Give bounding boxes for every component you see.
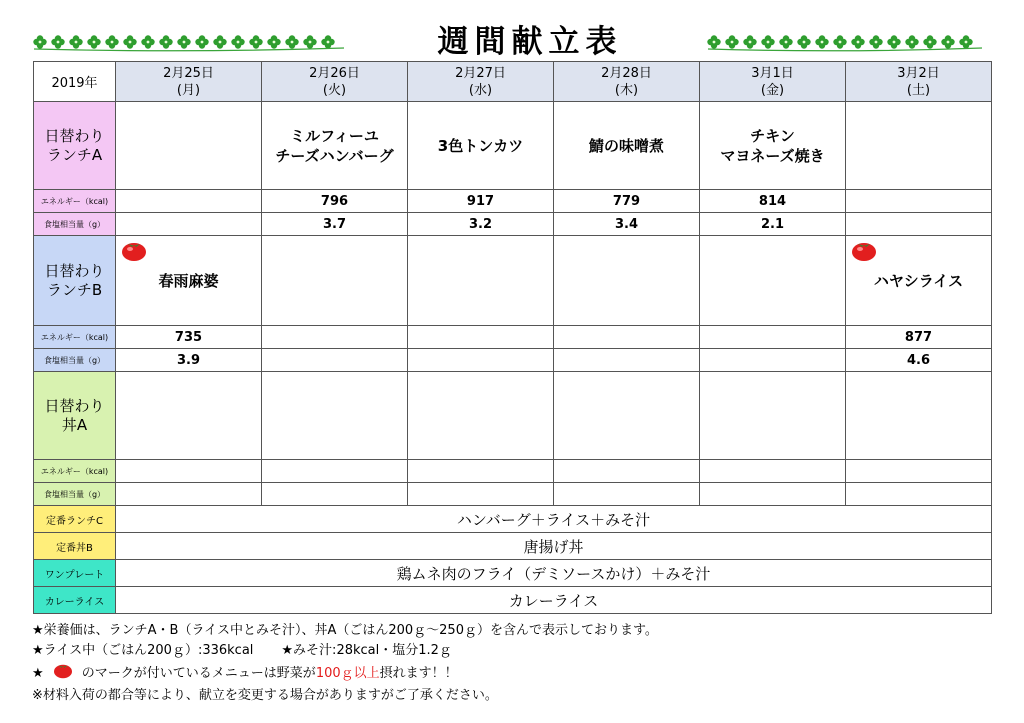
lunch-b-energy-row	[34, 326, 992, 349]
note-rice: ★ライス中（ごはん200ｇ）:336kcal	[32, 643, 254, 658]
clover-icon	[87, 35, 100, 48]
don-a-dish-row	[34, 372, 992, 460]
fixed-value: ハンバーグ＋ライス＋みそ汁	[116, 506, 992, 533]
energy-value	[262, 460, 408, 483]
clover-icon	[105, 35, 118, 48]
note-highlight: 100ｇ以上	[315, 666, 380, 681]
energy-value: 796	[262, 190, 408, 213]
salt-value	[116, 483, 262, 506]
clover-icon	[69, 35, 82, 48]
day-of-week: (金)	[760, 82, 785, 98]
don-a-label	[34, 372, 116, 460]
clover-icon	[303, 35, 316, 48]
clover-icon	[707, 35, 720, 48]
clover-icon	[959, 35, 972, 48]
clover-icon	[159, 35, 172, 48]
salt-value: 3.2	[408, 213, 554, 236]
salt-value	[408, 483, 554, 506]
salt-value	[262, 483, 408, 506]
clover-border-left	[32, 34, 346, 52]
date-header-row	[34, 62, 992, 102]
clover-row	[32, 34, 346, 52]
salt-value	[700, 349, 846, 372]
clover-icon	[797, 35, 810, 48]
salt-value	[554, 349, 700, 372]
fixed-value: カレーライス	[116, 587, 992, 614]
salt-label: 食塩相当量（g）	[34, 483, 116, 506]
energy-value	[846, 190, 992, 213]
page-title: 週間献立表	[437, 24, 623, 60]
clover-icon	[141, 35, 154, 48]
clover-icon	[123, 35, 136, 48]
weekly-menu-table	[33, 61, 992, 614]
dish-cell	[408, 372, 554, 460]
salt-label: 食塩相当量（g）	[34, 213, 116, 236]
fixed-label: カレーライス	[34, 587, 116, 614]
salt-value	[554, 483, 700, 506]
day-of-week: (木)	[614, 82, 639, 98]
clover-icon	[725, 35, 738, 48]
fixed-value: 鶏ムネ肉のフライ（デミソースかけ）＋みそ汁	[116, 560, 992, 587]
clover-icon	[231, 35, 244, 48]
clover-icon	[195, 35, 208, 48]
don-a-salt-row	[34, 483, 992, 506]
dish-cell	[408, 236, 554, 326]
lunch-a-dish-row	[34, 102, 992, 190]
energy-value	[554, 326, 700, 349]
dish-cell	[262, 236, 408, 326]
salt-value: 3.4	[554, 213, 700, 236]
energy-value	[408, 326, 554, 349]
clover-icon	[743, 35, 756, 48]
year-label: 2019年	[34, 62, 116, 102]
clover-icon	[887, 35, 900, 48]
dish-line: ミルフィーユ	[290, 126, 379, 145]
clover-icon	[285, 35, 298, 48]
dish-cell	[262, 102, 408, 190]
clover-icon	[833, 35, 846, 48]
note-tomato	[32, 661, 1012, 686]
energy-value	[700, 326, 846, 349]
clover-icon	[213, 35, 226, 48]
note-star: ★	[32, 666, 44, 681]
energy-value: 735	[116, 326, 262, 349]
day-header	[408, 62, 554, 102]
energy-value	[262, 326, 408, 349]
day-date: 2月28日	[601, 65, 652, 81]
clover-icon	[177, 35, 190, 48]
day-date: 2月27日	[455, 65, 506, 81]
dish-line: マヨネーズ焼き	[720, 146, 825, 165]
energy-value	[700, 460, 846, 483]
day-of-week: (火)	[322, 82, 347, 98]
clover-icon	[923, 35, 936, 48]
dish-cell	[700, 236, 846, 326]
salt-value	[262, 349, 408, 372]
dish-cell	[846, 236, 992, 326]
clover-icon	[869, 35, 882, 48]
dish-cell	[262, 372, 408, 460]
energy-label: エネルギー（kcal)	[34, 326, 116, 349]
fixed-row-one-plate	[34, 560, 992, 587]
energy-label: エネルギー（kcal)	[34, 190, 116, 213]
dish-line: チーズハンバーグ	[275, 146, 394, 165]
label-line: 丼A	[61, 415, 88, 434]
dish-cell	[554, 102, 700, 190]
energy-value: 917	[408, 190, 554, 213]
clover-icon	[33, 35, 46, 48]
energy-label: エネルギー（kcal)	[34, 460, 116, 483]
energy-value	[116, 190, 262, 213]
fixed-label: 定番丼B	[34, 533, 116, 560]
dish-cell	[846, 372, 992, 460]
lunch-b-salt-row	[34, 349, 992, 372]
dish-cell	[846, 102, 992, 190]
fixed-value: 唐揚げ丼	[116, 533, 992, 560]
salt-value: 3.9	[116, 349, 262, 372]
fixed-row-curry	[34, 587, 992, 614]
day-date: 2月25日	[163, 65, 214, 81]
footnotes	[32, 621, 1012, 706]
day-header	[554, 62, 700, 102]
clover-icon	[941, 35, 954, 48]
energy-value: 779	[554, 190, 700, 213]
day-header	[700, 62, 846, 102]
dish-line: 春雨麻婆	[158, 271, 219, 290]
dish-cell	[116, 102, 262, 190]
salt-value: 3.7	[262, 213, 408, 236]
note-miso: ★みそ汁:28kcal・塩分1.2ｇ	[281, 643, 452, 658]
clover-icon	[321, 35, 334, 48]
label-line: 日替わり	[44, 126, 105, 145]
clover-icon	[267, 35, 280, 48]
clover-icon	[815, 35, 828, 48]
salt-value	[846, 213, 992, 236]
energy-value	[846, 460, 992, 483]
clover-icon	[51, 35, 64, 48]
salt-value	[408, 349, 554, 372]
lunch-b-dish-row	[34, 236, 992, 326]
salt-value	[700, 483, 846, 506]
lunch-a-label	[34, 102, 116, 190]
day-date: 3月2日	[897, 65, 940, 81]
day-header	[262, 62, 408, 102]
dish-cell	[700, 372, 846, 460]
dish-line: 3色トンカツ	[437, 136, 524, 155]
lunch-b-label	[34, 236, 116, 326]
label-line: ランチA	[46, 145, 103, 164]
day-date: 3月1日	[751, 65, 794, 81]
fixed-label: 定番ランチC	[34, 506, 116, 533]
energy-value	[116, 460, 262, 483]
salt-value: 4.6	[846, 349, 992, 372]
note-text: 摂れます！！	[379, 666, 458, 681]
label-line: ランチB	[46, 280, 103, 299]
salt-value: 2.1	[700, 213, 846, 236]
salt-value	[846, 483, 992, 506]
energy-value	[408, 460, 554, 483]
salt-value	[116, 213, 262, 236]
lunch-a-salt-row	[34, 213, 992, 236]
dish-cell	[554, 372, 700, 460]
day-of-week: (月)	[176, 82, 201, 98]
salt-label: 食塩相当量（g）	[34, 349, 116, 372]
dish-cell	[116, 236, 262, 326]
dish-line: ハヤシライス	[873, 271, 964, 290]
note-nutrition: ★栄養価は、ランチA・B（ライス中とみそ汁）、丼A（ごはん200ｇ～250ｇ）を含んで表示しております。	[32, 623, 658, 638]
day-of-week: (水)	[468, 82, 493, 98]
clover-icon	[851, 35, 864, 48]
dish-cell	[116, 372, 262, 460]
clover-icon	[249, 35, 262, 48]
label-line: 日替わり	[44, 261, 105, 280]
day-header	[116, 62, 262, 102]
fixed-label: ワンプレート	[34, 560, 116, 587]
dish-line: チキン	[750, 126, 795, 145]
dish-line: 鯖の味噌煮	[588, 136, 664, 155]
energy-value: 877	[846, 326, 992, 349]
day-date: 2月26日	[309, 65, 360, 81]
don-a-energy-row	[34, 460, 992, 483]
clover-icon	[905, 35, 918, 48]
energy-value	[554, 460, 700, 483]
clover-icon	[761, 35, 774, 48]
clover-icon	[779, 35, 792, 48]
tomato-icon	[52, 661, 74, 686]
day-header	[846, 62, 992, 102]
tomato-icon	[120, 238, 148, 267]
dish-cell	[408, 102, 554, 190]
clover-border-right	[706, 34, 984, 52]
day-of-week: (土)	[906, 82, 931, 98]
label-line: 日替わり	[44, 396, 105, 415]
lunch-a-energy-row	[34, 190, 992, 213]
note-disclaimer: ※材料入荷の都合等により、献立を変更する場合がありますがご了承ください。	[32, 688, 498, 703]
note-text: のマークが付いているメニューは野菜が	[81, 666, 316, 681]
clover-row	[706, 34, 984, 52]
fixed-row-lunch-c	[34, 506, 992, 533]
dish-cell	[700, 102, 846, 190]
note-rice-miso	[32, 641, 1012, 661]
energy-value: 814	[700, 190, 846, 213]
fixed-row-don-b	[34, 533, 992, 560]
tomato-icon	[850, 238, 878, 267]
dish-cell	[554, 236, 700, 326]
